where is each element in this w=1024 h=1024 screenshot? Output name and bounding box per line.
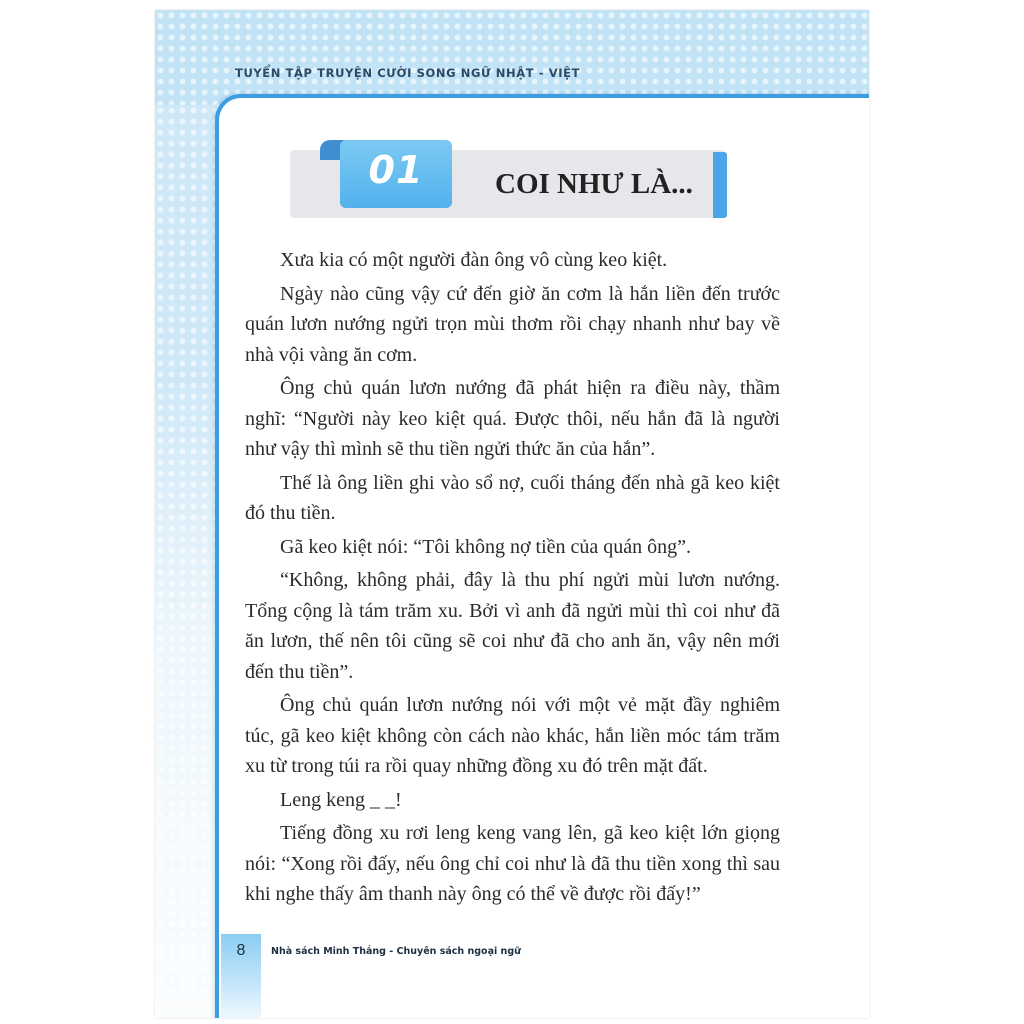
story-paragraph: Ngày nào cũng vậy cứ đến giờ ăn cơm là hắn liền đến trước quán lươn nướng ngửi trọn mùi thơm rồi chạy nhanh như bay về nhà vội vàng ăn cơm.: [245, 282, 780, 366]
page-number: 8: [236, 942, 246, 959]
book-page: [155, 10, 869, 1018]
story-paragraph: “Không, không phải, đây là thu phí ngửi mùi lươn nướng. Tổng cộng là tám trăm xu. Bởi vì anh đã ngửi mùi thì coi như đã ăn lươn, thế nên tôi cũng sẽ coi như đã cho anh ăn, vậy nên mới đến thu tiền”.: [245, 569, 780, 683]
story-paragraph: Ông chủ quán lươn nướng nói với một vẻ mặt đầy nghiêm túc, gã keo kiệt không còn cách nào khác, hắn liền móc tám trăm xu từ trong túi ra rồi quay những đồng xu đó trên mặt đất.: [245, 694, 780, 777]
header-pattern-band: [155, 10, 869, 105]
story-paragraph: Leng keng _ _!: [280, 788, 402, 811]
story-paragraph: Xưa kia có một người đàn ông vô cùng keo kiệt.: [280, 249, 668, 271]
side-pattern-band: [155, 105, 217, 1018]
chapter-title: COI NHƯ LÀ...: [495, 168, 693, 200]
story-paragraph: Ông chủ quán lươn nướng đã phát hiện ra điều này, thầm nghĩ: “Người này keo kiệt quá. Được thôi, nếu hắn đã là người như vậy thì mình sẽ thu tiền ngửi thức ăn của hắn”.: [245, 377, 780, 460]
publisher-footer: Nhà sách Minh Thắng - Chuyên sách ngoại ngữ: [271, 946, 521, 957]
chapter-tab-accent: [713, 152, 727, 218]
series-title: TUYỂN TẬP TRUYỆN CƯỜI SONG NGỮ NHẬT - VIỆT: [235, 66, 581, 80]
story-paragraph: Tiếng đồng xu rơi leng keng vang lên, gã keo kiệt lớn giọng nói: “Xong rồi đấy, nếu ông chỉ coi như là đã thu tiền xong thì sau khi nghe thấy âm thanh này ông có thể về được rồi đấy!”: [245, 822, 780, 905]
story-paragraph: Thế là ông liền ghi vào sổ nợ, cuối tháng đến nhà gã keo kiệt đó thu tiền.: [245, 471, 780, 524]
story-text: [245, 245, 780, 913]
story-paragraph: Gã keo kiệt nói: “Tôi không nợ tiền của quán ông”.: [280, 535, 692, 558]
chapter-number: 01: [368, 148, 424, 192]
